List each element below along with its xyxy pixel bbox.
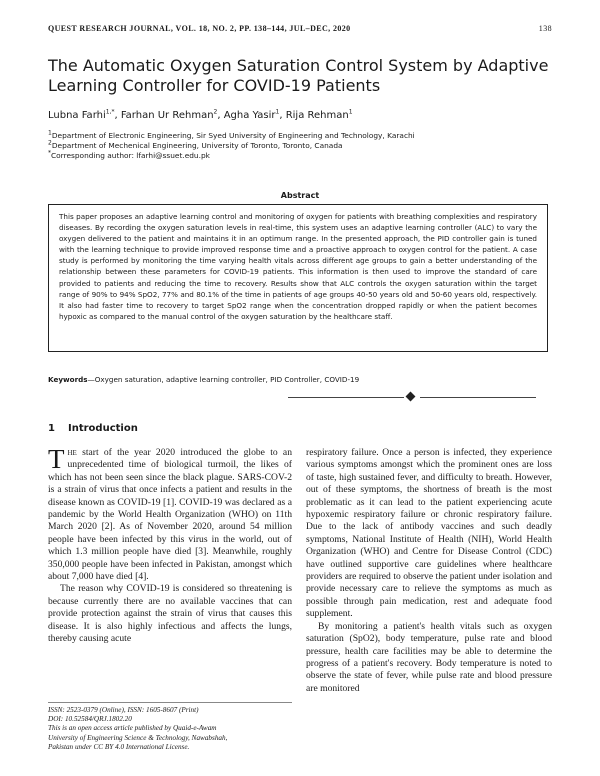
affiliation-text: Department of Electronic Engineering, Sir Syed University of Engineering and Technology, Karachi <box>51 131 415 140</box>
footnote <box>48 702 292 752</box>
separator-line <box>420 397 536 398</box>
license-line: University of Engineering Science & Technology, Nawabshah, <box>48 733 228 742</box>
keywords <box>48 375 552 384</box>
drop-cap: T <box>48 444 65 474</box>
author-name: Lubna Farhi <box>48 110 106 121</box>
author-sup: 1 <box>275 108 280 116</box>
keywords-label: Keywords <box>48 375 88 384</box>
abstract-heading: Abstract <box>280 191 320 200</box>
license-line: This is an open access article published by Quaid-e-Awam <box>48 724 217 733</box>
license-line: Pakistan under CC BY 4.0 International License. <box>48 742 190 751</box>
section-heading <box>48 423 138 434</box>
doi: DOI: 10.52584/QRJ.1802.20 <box>48 715 132 724</box>
corresponding-author <box>48 151 552 161</box>
separator-line <box>288 397 404 398</box>
author-sup: 1 <box>348 108 353 116</box>
section-title: Introduction <box>68 423 138 434</box>
paragraph: By monitoring a patient's health vitals such as oxygen saturation (SpO2), body temperature, pulse rate and blood pressure, health care facilities may be able to determine the progress of a patient's recovery. Body temperature is noted to observe the state of fever, while pulse rate and blood pressure are monitored <box>306 620 552 694</box>
affiliation-text: Corresponding author: lfarhi@ssuet.edu.pk <box>51 151 210 160</box>
paper-title: The Automatic Oxygen Saturation Control System by Adaptive Learning Controller for COVID-19 Patients <box>48 56 549 95</box>
body-column-right <box>306 447 552 695</box>
affiliation-item <box>48 131 552 141</box>
author-list: Lubna Farhi$^{1,*}$, Farhan Ur Rehman$^2$, Agha Yasir$^1$, Rija Rehman$^1$ <box>48 108 353 121</box>
affiliation-sup: * <box>48 149 51 157</box>
author-name: Rija Rehman <box>285 110 349 121</box>
section-separator <box>0 392 600 402</box>
smallcaps-lead: he <box>67 447 77 458</box>
paragraph <box>48 444 292 583</box>
running-header <box>48 24 552 33</box>
section-number: 1 <box>48 423 55 434</box>
journal-header: QUEST RESEARCH JOURNAL, VOL. 18, NO. 2, PP. 138–144, JUL–DEC, 2020 <box>48 24 351 33</box>
footnote-rule <box>48 702 292 703</box>
body-column-left <box>48 444 292 646</box>
affiliation-item <box>48 141 552 151</box>
affiliation-sup: 1 <box>48 129 52 137</box>
paragraph: The reason why COVID-19 is considered so threatening is because currently there are no available vaccines that can provide protection against the strain of virus that causes this disease. It is also highly infectious and affects the lungs, thereby causing acute <box>48 583 292 645</box>
issn: ISSN: 2523-0379 (Online), ISSN: 1605-8607 (Print) <box>48 706 199 714</box>
abstract-box <box>48 204 548 352</box>
affiliations <box>48 131 552 161</box>
diamond-icon <box>406 392 416 402</box>
paragraph-text: start of the year 2020 introduced the globe to an unprecedented time of biological turmoil, the likes of which has not been seen since the black plague. SARS-COV-2 is a strain of virus that once infects a patient and results in the disease known as COVID-19 [1]. COVID-19 was declared as a pandemic by the World Health Organization (WHO) on 11th March 2020 [2]. As of November 2020, around 54 million people have been infected by this virus in the world, out of which 1.3 million people have died [3]. Meanwhile, roughly 350,000 people have been infected in Pakistan, amongst which about 7,000 have died [4]. <box>48 447 292 583</box>
page-number: 138 <box>538 24 552 33</box>
author-sup: 1,* <box>105 108 115 116</box>
paragraph: respiratory failure. Once a person is infected, they experience various symptoms amongst which the prominent ones are loss of taste, high sustained fever, and difficulty to breath. However, out of these symptoms, the shortness of breath is the most problematic as it can lead to the patient experiencing acute hypoxemic respiratory failure or chronic respiratory failure. Due to the lack of antibody vaccines and such deadly symptoms, National Institute of Health (NIH), World Health Organization (WHO) and Centre for Disease Control (CDC) have outlined supportive care guidelines where healthcare providers are required to observe the patient under isolation and provide necessary care to relieve the symptoms as much as possible through pain medication, rest and adequate food supplement. <box>306 447 552 620</box>
author-sup: 2 <box>213 108 218 116</box>
author-name: Agha Yasir <box>223 110 276 121</box>
keywords-text: —Oxygen saturation, adaptive learning controller, PID Controller, COVID-19 <box>87 375 360 384</box>
affiliation-sup: 2 <box>48 139 52 147</box>
author-name: Farhan Ur Rehman <box>120 110 214 121</box>
abstract-text: This paper proposes an adaptive learning control and monitoring of oxygen for patients with breathing complexities and respiratory diseases. By recording the oxygen saturation levels in real-time, this system uses an adaptive learning controller (ALC) to vary the oxygen delivered to the patient and maintains it in an optimum range. In the presented approach, the PID controller gain is tuned with the learning technique to provide improved response time and a proactive approach to oxygen control for the patient. A case study is performed by monitoring the time varying health vitals across different age groups to gain a better understanding of the relationship between these parameters for COVID-19 patients. This information is then used to improve the standard of care provided to patients and reducing the time to recovery. Results show that ALC controls the oxygen saturation within the target range of 90% to 94% SpO2, 77% and 80.1% of the time in patients of age groups 40-50 years old and 50-60 years old, respectively. It also had faster time to recovery to target SpO2 range when the concentration dropped rapidly or when the patient becomes hypoxic as compared to the manual control of the oxygen saturation by the healthcare staff. <box>59 212 537 321</box>
affiliation-text: Department of Mechenical Engineering, University of Toronto, Toronto, Canada <box>51 141 343 150</box>
